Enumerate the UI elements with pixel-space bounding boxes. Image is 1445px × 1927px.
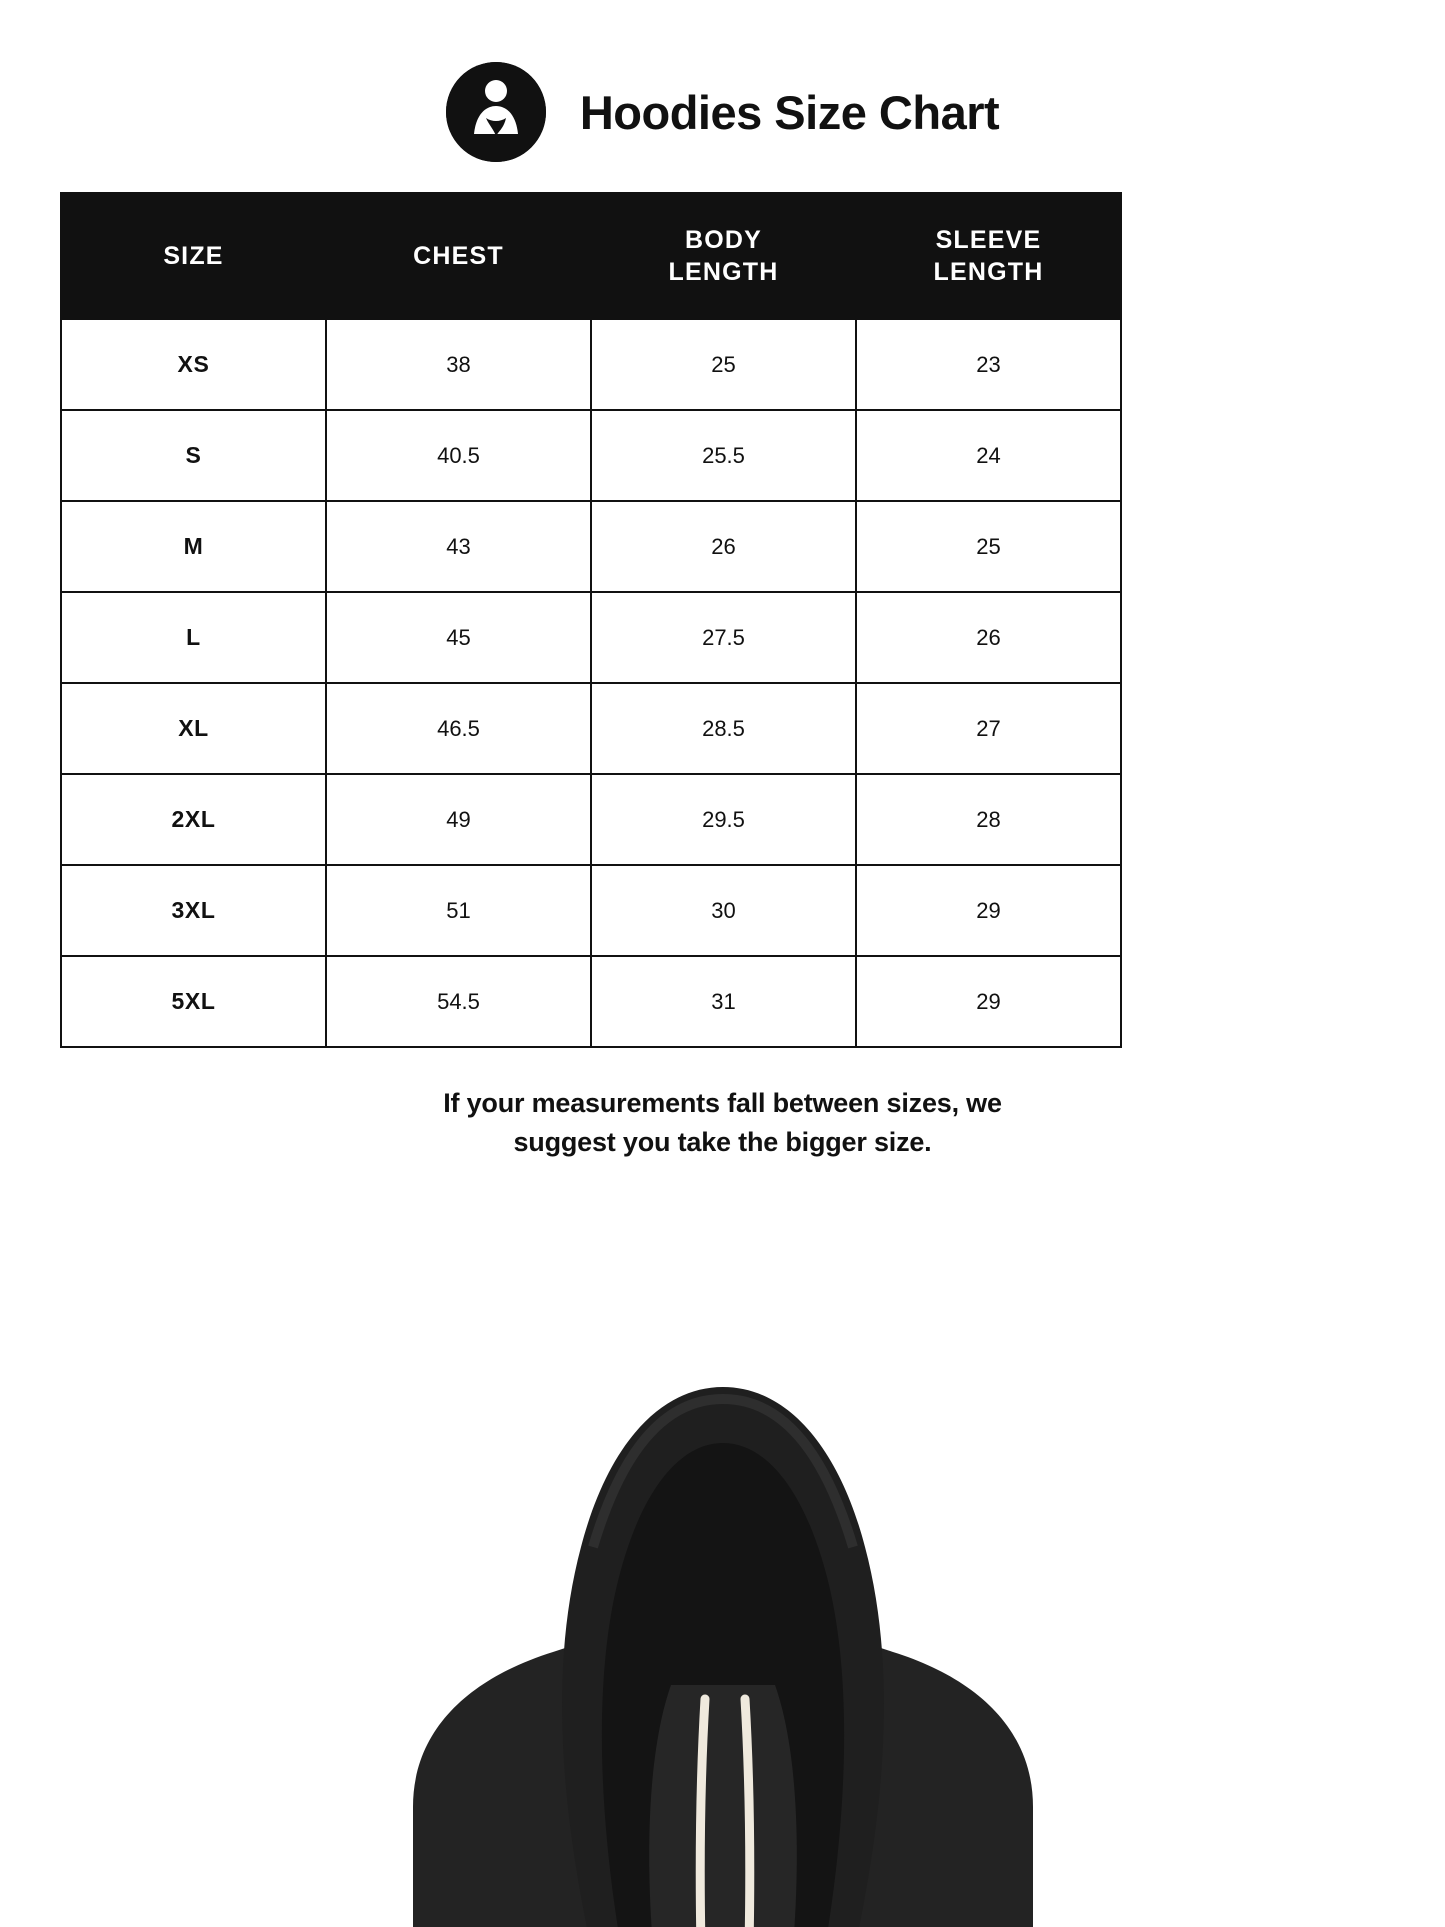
cell-size: XS [61, 319, 326, 410]
cell-body-length: 25 [591, 319, 856, 410]
cell-body-length: 27.5 [591, 592, 856, 683]
hoodie-image-area [0, 1227, 1445, 1927]
size-table-wrapper [60, 192, 1120, 1048]
column-header-body-length-line1: BODY [684, 226, 763, 254]
column-header-size [61, 193, 326, 319]
table-row [61, 319, 1121, 410]
cell-size: S [61, 410, 326, 501]
page-title: Hoodies Size Chart [579, 85, 1000, 139]
table-header [61, 193, 1121, 319]
cell-size: 5XL [61, 956, 326, 1047]
cell-body-length: 26 [591, 501, 856, 592]
column-header-chest-line1: CHEST [413, 242, 504, 270]
column-header-size-line1: SIZE [163, 242, 224, 270]
column-header-chest [326, 193, 591, 319]
cell-body-length: 30 [591, 865, 856, 956]
column-header-body-length [591, 193, 856, 319]
size-advice-note-line1: If your measurements fall between sizes, we [443, 1088, 1002, 1118]
cell-size: M [61, 501, 326, 592]
table-row [61, 956, 1121, 1047]
cell-sleeve-length: 29 [856, 956, 1121, 1047]
cell-chest: 54.5 [326, 956, 591, 1047]
table-row [61, 501, 1121, 592]
table-row [61, 683, 1121, 774]
cell-sleeve-length: 29 [856, 865, 1121, 956]
cell-sleeve-length: 26 [856, 592, 1121, 683]
table-row [61, 410, 1121, 501]
person-in-circle-logo-icon [446, 62, 546, 162]
cell-sleeve-length: 23 [856, 319, 1121, 410]
size-table [60, 192, 1122, 1048]
table-row [61, 592, 1121, 683]
cell-chest: 51 [326, 865, 591, 956]
table-row [61, 865, 1121, 956]
cell-sleeve-length: 25 [856, 501, 1121, 592]
cell-chest: 40.5 [326, 410, 591, 501]
black-hoodie-image [353, 1247, 1093, 1927]
cell-size: 2XL [61, 774, 326, 865]
cell-body-length: 31 [591, 956, 856, 1047]
table-header-row [61, 193, 1121, 319]
cell-sleeve-length: 27 [856, 683, 1121, 774]
cell-chest: 43 [326, 501, 591, 592]
cell-sleeve-length: 28 [856, 774, 1121, 865]
cell-body-length: 25.5 [591, 410, 856, 501]
column-header-body-length-line2: LENGTH [668, 258, 779, 286]
column-header-sleeve-length-line2: LENGTH [933, 258, 1044, 286]
page-header [0, 0, 1445, 172]
column-header-sleeve-length [856, 193, 1121, 319]
cell-chest: 38 [326, 319, 591, 410]
cell-size: L [61, 592, 326, 683]
cell-size: 3XL [61, 865, 326, 956]
cell-sleeve-length: 24 [856, 410, 1121, 501]
size-advice-note [223, 1084, 1223, 1162]
cell-chest: 46.5 [326, 683, 591, 774]
cell-chest: 49 [326, 774, 591, 865]
cell-body-length: 29.5 [591, 774, 856, 865]
cell-chest: 45 [326, 592, 591, 683]
cell-size: XL [61, 683, 326, 774]
size-advice-note-line2: suggest you take the bigger size. [513, 1127, 932, 1158]
cell-body-length: 28.5 [591, 683, 856, 774]
column-header-sleeve-length-line1: SLEEVE [935, 226, 1042, 254]
table-row [61, 774, 1121, 865]
table-body [61, 319, 1121, 1047]
